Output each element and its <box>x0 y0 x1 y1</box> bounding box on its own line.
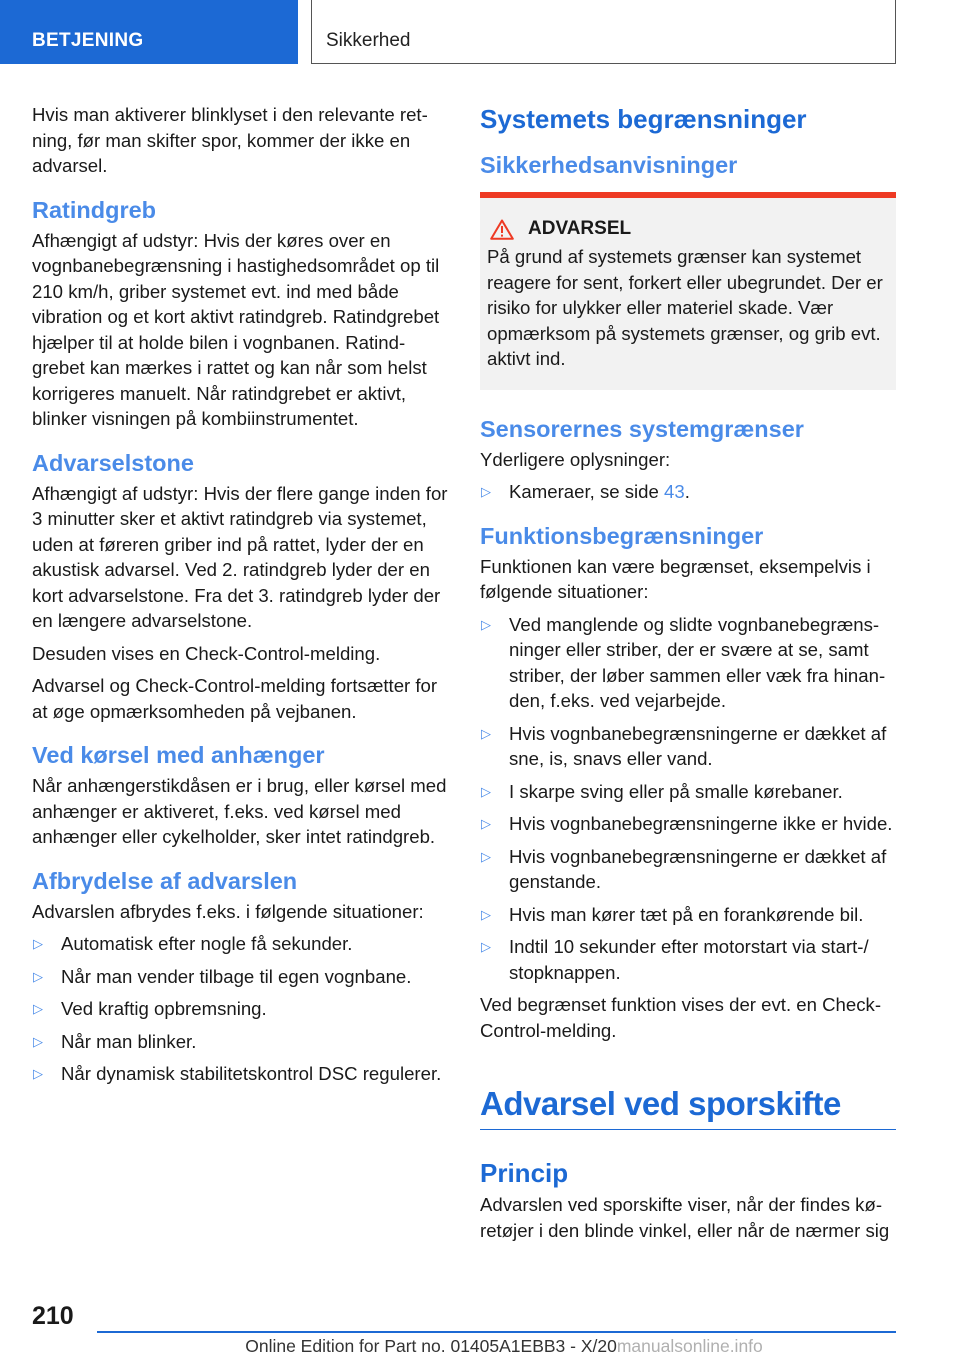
heading-sensorernes-systemgraenser: Sensorernes systemgrænser <box>480 415 804 442</box>
heading-ratindgreb: Ratindgreb <box>32 196 157 223</box>
list-item: ▷ Kameraer, se side 43. <box>480 479 896 505</box>
section-tab: BETJENING <box>0 0 298 64</box>
triangle-bullet-icon: ▷ <box>33 1066 43 1081</box>
triangle-bullet-icon: ▷ <box>481 848 491 864</box>
list-item: ▷ Hvis vognbanebegrænsningerne ikke er hvide. <box>480 811 896 837</box>
triangle-bullet-icon: ▷ <box>33 968 43 984</box>
sensor-text: Yderligere oplysninger: <box>480 448 671 470</box>
warning-box <box>480 192 896 390</box>
funktion-list <box>480 612 896 986</box>
warning-triangle-icon <box>490 219 514 240</box>
heading-funktionsbegraensninger: Funktionsbegrænsninger <box>480 522 764 549</box>
anhaenger-text: Når anhængerstikdåsen er i brug, eller kørsel med anhænger er aktiveret, f.eks. ved kørsel med anhænger eller cykelholder, sker intet ratindgreb. <box>32 775 447 847</box>
edition-text: Online Edition for Part no. 01405A1EBB3 - X/20 <box>245 1336 617 1356</box>
heading-sikkerhedsanvisninger: Sikkerhedsanvisninger <box>480 152 738 178</box>
warning-label: ADVARSEL <box>528 218 632 239</box>
watermark: manualsonline.info <box>616 1336 763 1356</box>
heading-afbrydelse: Afbrydelse af advarslen <box>32 867 298 894</box>
advarselstone-text-2: Desuden vises en Check-Control-melding. <box>32 642 381 664</box>
afbrydelse-list <box>32 931 450 1087</box>
warning-text: På grund af systemets grænser kan systemet reagere for sent, forkert eller ubegrundet. Der er risiko for ulykker eller materiel skade. Vær opmærksom på systemets grænser, og grib evt. aktivt ind. <box>487 246 883 369</box>
heading-advarsel-ved-sporskifte: Advarsel ved sporskifte <box>480 1083 896 1130</box>
triangle-bullet-icon: ▷ <box>481 725 491 741</box>
list-item: ▷ Hvis man kører tæt på en forankørende bil. <box>480 902 896 928</box>
list-item: ▷ Indtil 10 sekunder efter motorstart via start-/ stopknappen. <box>481 936 869 983</box>
list-item: ▷ I skarpe sving eller på smalle kørebaner. <box>480 779 896 805</box>
chapter-title: Sikkerhed <box>311 0 896 64</box>
afbrydelse-text: Advarslen afbrydes f.eks. i følgende situationer: <box>32 900 424 922</box>
triangle-bullet-icon: ▷ <box>481 816 491 831</box>
princip-text: Advarslen ved sporskifte viser, når der findes køretøjer i den blinde vinkel, eller når de nærmer sig <box>480 1194 890 1241</box>
heading-anhaenger: Ved kørsel med anhænger <box>32 742 325 768</box>
list-item: ▷ Hvis vognbanebegrænsningerne er dækket af genstande. <box>481 845 887 892</box>
list-item: ▷ Automatisk efter nogle få sekunder. <box>32 931 450 957</box>
intro-paragraph: Hvis man aktiverer blinklyset i den relevante retning, før man skifter spor, kommer der ikke en advarsel. <box>32 104 428 176</box>
triangle-bullet-icon: ▷ <box>481 906 491 922</box>
funktion-closing: Ved begrænset funktion vises der evt. en Check-Control-melding. <box>480 994 882 1041</box>
list-item: ▷ Hvis vognbanebegrænsningerne er dækket af sne, is, snavs eller vand. <box>481 722 887 769</box>
heading-princip: Princip <box>480 1158 569 1188</box>
advarselstone-text-1: Afhængigt af udstyr: Hvis der flere gange inden for 3 minutter sker et aktivt ratindgreb via systemet, uden at føreren griber ind på rattet, lyder der en akustisk advarsel. Ved 2. ratindgreb lyder der en kort advarselstone. Fra det 3. ratindgreb lyder der en længere advarselstone. <box>32 482 448 631</box>
triangle-bullet-icon: ▷ <box>33 1033 43 1049</box>
triangle-bullet-icon: ▷ <box>481 783 491 799</box>
footer-divider <box>97 1331 896 1333</box>
left-column <box>32 102 450 1094</box>
right-column <box>480 102 896 1250</box>
heading-advarselstone: Advarselstone <box>32 449 194 476</box>
list-item: ▷ Ved manglende og slidte vognbanebegrænsninger eller striber, der er svære at se, samt striber, der løber sammen eller væk fra hinanden, f.eks. ved vejarbejde. <box>481 613 886 711</box>
sensor-list <box>480 479 896 505</box>
footer <box>0 1336 960 1357</box>
triangle-bullet-icon: ▷ <box>33 936 43 951</box>
page-number: 210 <box>32 1302 74 1330</box>
triangle-bullet-icon: ▷ <box>481 484 491 499</box>
list-item: ▷ Ved kraftig opbremsning. <box>32 996 450 1022</box>
heading-systemets-begraensninger: Systemets begrænsninger <box>480 104 807 134</box>
list-item: ▷ Når man vender tilbage til egen vognbane. <box>32 964 450 990</box>
page-link[interactable]: 43 <box>664 481 685 502</box>
triangle-bullet-icon: ▷ <box>33 1001 43 1016</box>
list-item: ▷ Når man blinker. <box>32 1029 450 1055</box>
triangle-bullet-icon: ▷ <box>481 939 491 954</box>
triangle-bullet-icon: ▷ <box>481 616 491 632</box>
ratindgreb-text: Afhængigt af udstyr: Hvis der køres over en vognbanebegrænsning i hastighedsområdet op til 210 km/h, griber systemet evt. ind med både vibration og et kort aktivt ratindgreb. Ratindgrebet hjælper til at holde bilen i vognbanen. Ratindgrebet kan mærkes i rattet og kan når som helst korrigeres manuelt. Når ratindgrebet er aktivt, blinker visningen på kombiinstrumentet. <box>32 229 440 429</box>
advarselstone-text-3: Advarsel og Check-Control-melding fortsætter for at øge opmærksomheden på vejbanen. <box>32 675 438 722</box>
list-item: ▷ Når dynamisk stabilitetskontrol DSC regulerer. <box>32 1061 450 1087</box>
funktion-text: Funktionen kan være begrænset, eksempelvis i følgende situationer: <box>480 555 871 602</box>
